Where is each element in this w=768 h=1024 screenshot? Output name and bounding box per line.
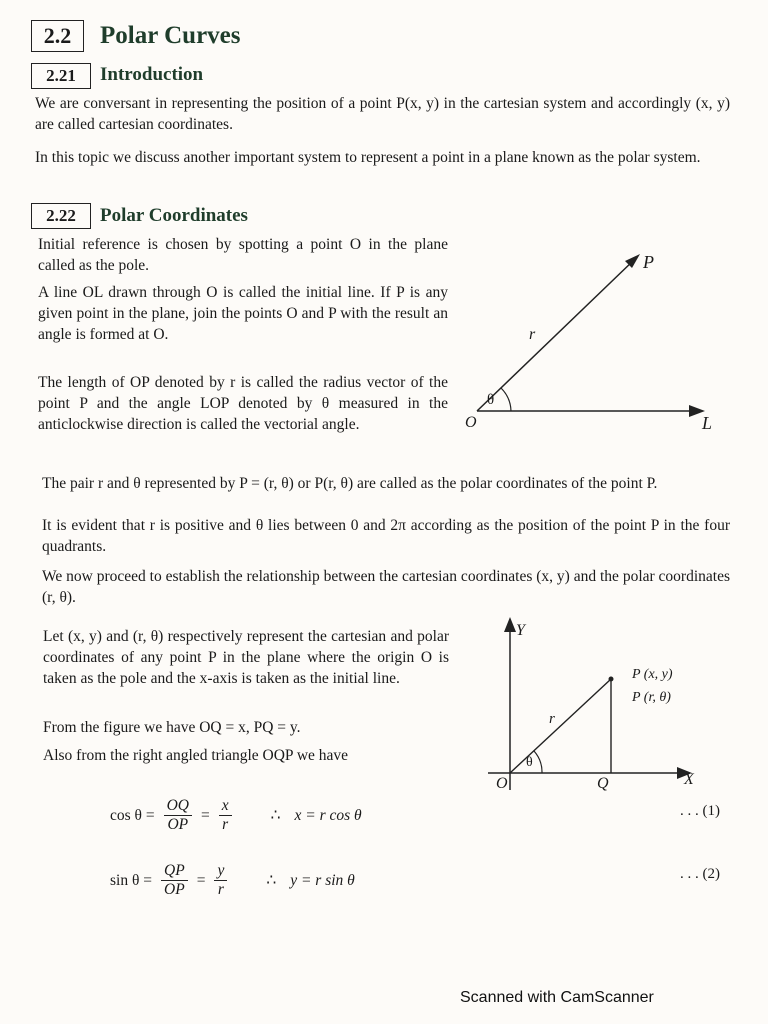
eq2-equals: = [196,871,206,889]
eq1-numerator-1: OQ [164,797,192,816]
intro-paragraph-1: We are conversant in representing the position of a point P(x, y) in the cartesian system and accordingly (x, y) are called cartesian coordinates. [35,95,730,133]
polar-paragraph-4: The pair r and θ represented by P = (r, θ) or P(r, θ) are called as the polar coordinates of the point P. [42,475,658,492]
scanner-watermark: Scanned with CamScanner [460,989,654,1006]
figure2-label-r: r [549,711,555,727]
eq2-denominator-1: OP [164,881,185,898]
eq1-equals: = [200,806,210,824]
figure2-label-P-polar: P (r, θ) [632,690,671,705]
polar-paragraph-5: It is evident that r is positive and θ lies between 0 and 2π according as the position of the point P in the four quadrants. [42,517,730,555]
eq1-denominator-1: OP [167,816,189,833]
figure1-label-r: r [529,326,536,343]
eq1-fraction-2 [219,797,232,834]
polar-number: 2.22 [46,206,76,225]
section-title: Polar Curves [100,22,241,49]
polar-paragraph-9: Also from the right angled triangle OQP we have [43,747,349,764]
eq1-lhs: cos θ = [110,806,155,824]
eq1-result: x = r cos θ [294,806,362,824]
figure1-label-theta: θ [487,392,495,408]
figure2-label-Q: Q [597,775,609,792]
intro-number: 2.21 [46,66,76,85]
polar-paragraph-3: The length of OP denoted by r is called the radius vector of the point P and the angle LOP denoted by θ measured in the anticlockwise direction is called the vectorial angle. [38,374,448,433]
intro-title: Introduction [100,64,204,85]
eq1-denominator-2: r [222,816,229,833]
polar-title: Polar Coordinates [100,205,248,226]
figure1-label-P: P [643,252,654,272]
section-number: 2.2 [43,23,72,48]
eq2-lhs: sin θ = [110,871,153,889]
eq1-numerator-2: x [219,797,232,816]
figure2-label-theta: θ [526,755,533,770]
polar-figure [455,245,735,435]
eq2-fraction-2 [214,862,227,899]
subsection-number-box-2 [31,203,91,229]
polar-paragraph-1: Initial reference is chosen by spotting a point O in the plane called as the pole. [38,236,448,274]
figure2-label-X: X [684,771,694,788]
equation-1 [110,797,362,834]
figure2-label-P-cartesian: P (x, y) [632,667,673,682]
equation-2 [110,862,355,899]
eq2-numerator-1: QP [161,862,188,881]
intro-paragraph-2: In this topic we discuss another important system to represent a point in a plane known as the polar system. [35,149,701,166]
figure2-label-O: O [496,775,508,792]
eq1-number: . . . (1) [680,803,720,819]
eq2-number: . . . (2) [680,866,720,882]
figure1-label-O: O [465,414,477,431]
polar-paragraph-2: A line OL drawn through O is called the initial line. If P is any given point in the plane, join the points O and P with the result an angle is formed at O. [38,284,448,343]
eq2-fraction-1 [161,862,188,899]
eq1-therefore: ∴ [270,807,281,824]
figure2-label-Y: Y [516,622,525,639]
figure1-label-L: L [702,413,713,433]
polar-paragraph-8: From the figure we have OQ = x, PQ = y. [43,719,301,736]
eq2-result: y = r sin θ [290,871,355,889]
section-number-box [31,20,84,52]
eq2-therefore: ∴ [266,872,277,889]
polar-paragraph-6: We now proceed to establish the relationship between the cartesian coordinates (x, y) and the polar coordinates (r, θ). [42,568,730,606]
subsection-number-box [31,63,91,89]
eq2-numerator-2: y [214,862,227,881]
eq2-denominator-2: r [217,881,224,898]
polar-paragraph-7: Let (x, y) and (r, θ) respectively represent the cartesian and polar coordinates of any point P in the plane where the origin O is taken as the pole and the x-axis is taken as the initial line. [43,628,449,687]
eq1-fraction-1 [164,797,192,834]
